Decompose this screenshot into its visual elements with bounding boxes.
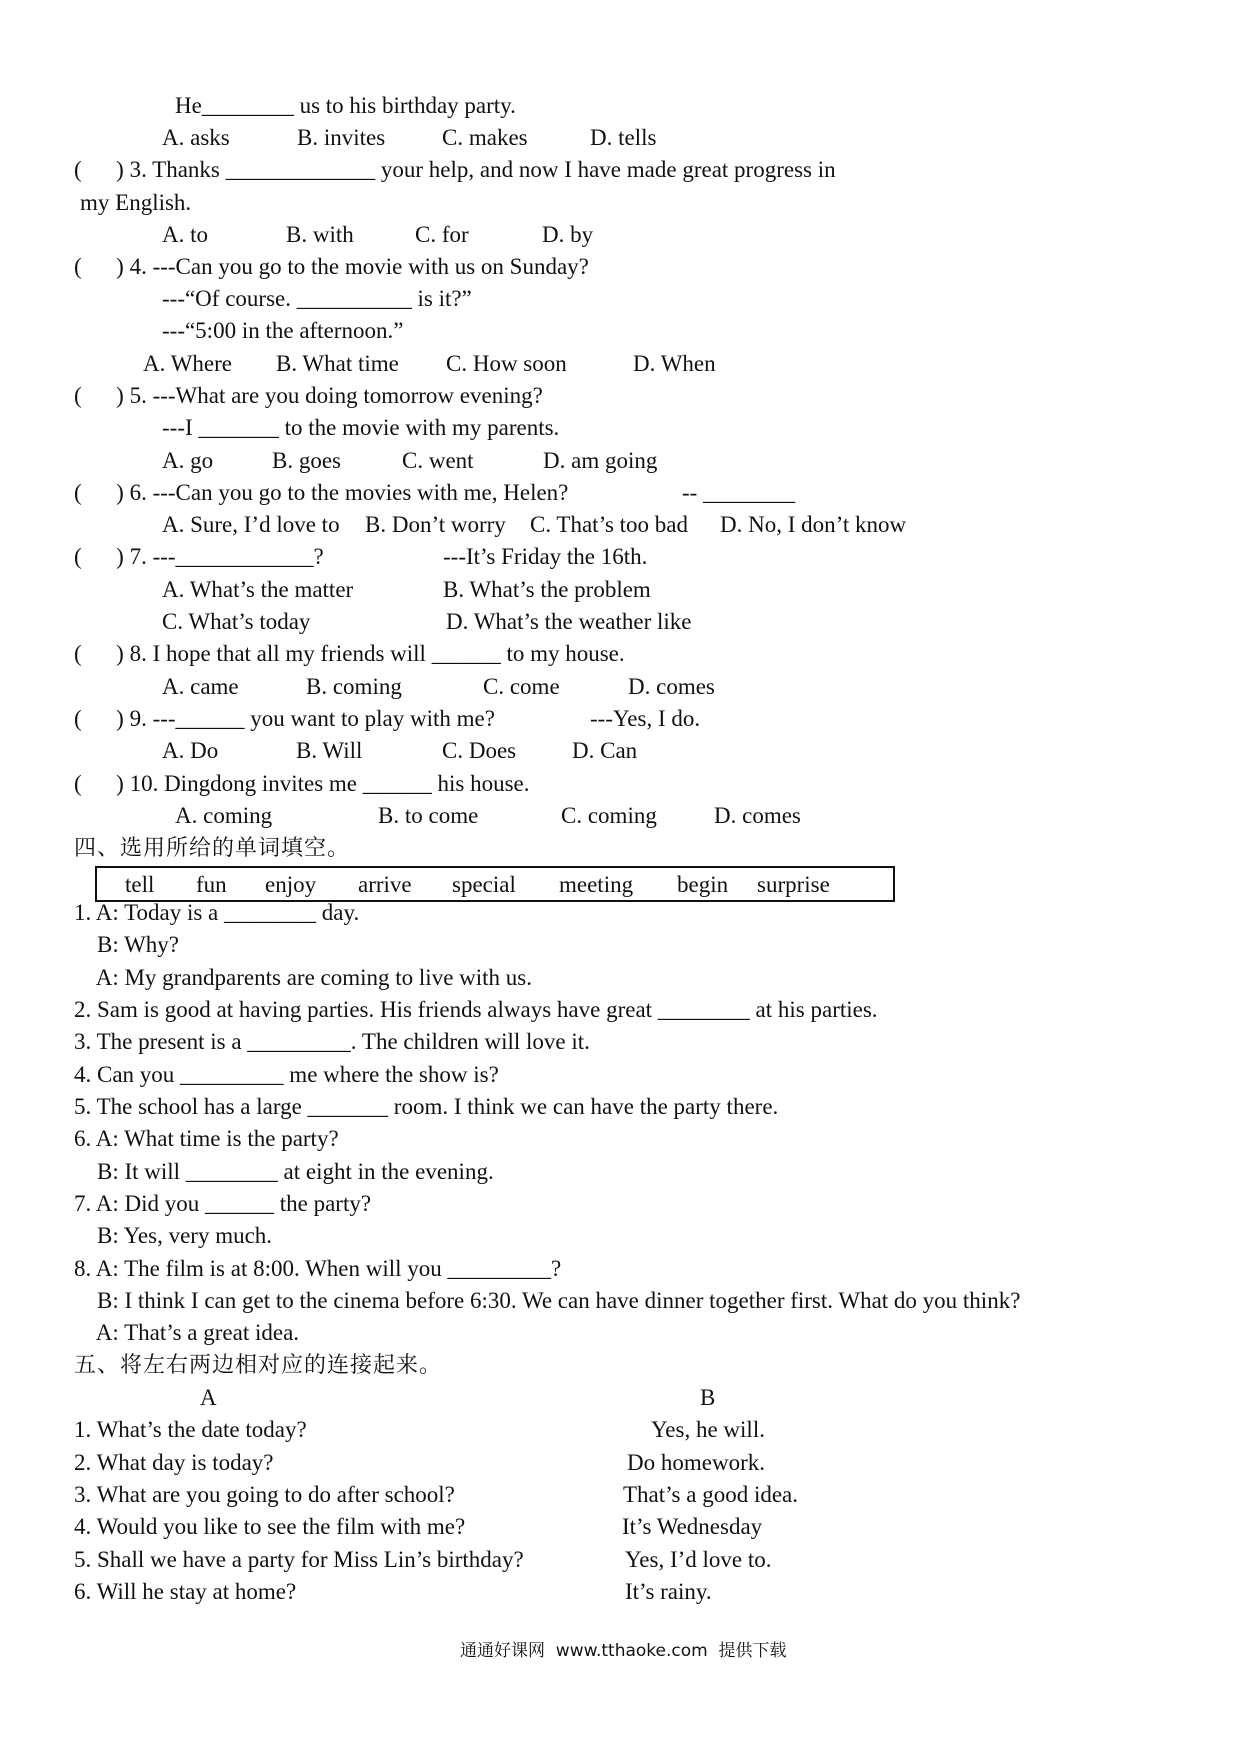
match-right-item: Yes, I’d love to. <box>625 1547 772 1572</box>
word-bank-word: tell <box>125 872 155 897</box>
match-right-item: That’s a good idea. <box>623 1482 799 1507</box>
page-footer: 通通好课网 www.tthaoke.com 提供下载 <box>460 1641 787 1661</box>
q6-option-d: D. No, I don’t know <box>720 512 907 537</box>
q7-option-b: B. What’s the problem <box>443 577 651 602</box>
q2-option-d: D. tells <box>590 125 657 150</box>
q7-line1: ( ) 7. ---____________? <box>74 544 324 569</box>
q4-option-c: C. How soon <box>446 351 567 376</box>
match-left-item: 5. Shall we have a party for Miss Lin’s birthday? <box>74 1547 524 1572</box>
q7-reply: ---It’s Friday the 16th. <box>443 544 648 569</box>
s4-line: 1. A: Today is a ________ day. <box>74 900 360 925</box>
section4-heading: 四、选用所给的单词填空。 <box>74 836 351 861</box>
q5-line2: ---I _______ to the movie with my parents. <box>162 415 560 440</box>
q4-line2: ---“Of course. __________ is it?” <box>162 286 472 311</box>
q8-option-c: C. come <box>483 674 560 699</box>
column-b-label: B <box>700 1385 716 1410</box>
word-bank-word: special <box>452 872 516 897</box>
q7-option-c: C. What’s today <box>162 609 311 634</box>
s4-line: 4. Can you _________ me where the show is? <box>74 1062 499 1087</box>
q3-line1: ( ) 3. Thanks _____________ your help, and now I have made great progress in <box>74 157 836 182</box>
q3-line2: my English. <box>80 190 192 215</box>
q8-option-b: B. coming <box>306 674 402 699</box>
q9-reply: ---Yes, I do. <box>590 706 701 731</box>
q9-option-d: D. Can <box>572 738 638 763</box>
s4-line: A: My grandparents are coming to live with us. <box>74 965 533 990</box>
q5-option-c: C. went <box>402 448 474 473</box>
q10-line1: ( ) 10. Dingdong invites me ______ his house. <box>74 771 530 796</box>
q8-option-a: A. came <box>162 674 239 699</box>
word-bank-box <box>95 866 895 902</box>
match-left-item: 2. What day is today? <box>74 1450 274 1475</box>
q8-line1: ( ) 8. I hope that all my friends will ______ to my house. <box>74 641 625 666</box>
q9-option-b: B. Will <box>296 738 363 763</box>
q9-line1: ( ) 9. ---______ you want to play with me? <box>74 706 495 731</box>
word-bank-word: meeting <box>559 872 634 897</box>
q7-option-d: D. What’s the weather like <box>446 609 692 634</box>
q10-option-a: A. coming <box>175 803 273 828</box>
q4-line3: ---“5:00 in the afternoon.” <box>162 318 404 343</box>
q6-option-c: C. That’s too bad <box>530 512 689 537</box>
q4-option-b: B. What time <box>276 351 399 376</box>
q2-stem: He________ us to his birthday party. <box>175 93 516 118</box>
s4-line: 5. The school has a large _______ room. I think we can have the party there. <box>74 1094 779 1119</box>
q5-option-a: A. go <box>162 448 214 473</box>
word-bank-word: enjoy <box>265 872 317 897</box>
q3-option-b: B. with <box>286 222 354 247</box>
match-right-item: It’s rainy. <box>625 1579 712 1604</box>
section5-heading: 五、将左右两边相对应的连接起来。 <box>74 1353 443 1378</box>
s4-line: B: It will ________ at eight in the evening. <box>74 1159 494 1184</box>
q8-option-d: D. comes <box>628 674 715 699</box>
q6-reply: -- ________ <box>682 480 796 505</box>
q6-option-a: A. Sure, I’d love to <box>162 512 340 537</box>
q7-option-a: A. What’s the matter <box>162 577 354 602</box>
q2-option-b: B. invites <box>297 125 386 150</box>
q9-option-c: C. Does <box>442 738 517 763</box>
q5-option-d: D. am going <box>543 448 658 473</box>
match-left-item: 1. What’s the date today? <box>74 1417 307 1442</box>
word-bank-word: arrive <box>358 872 412 897</box>
q3-option-c: C. for <box>415 222 469 247</box>
column-a-label: A <box>200 1385 217 1410</box>
q5-option-b: B. goes <box>272 448 341 473</box>
match-right-item: Do homework. <box>627 1450 765 1475</box>
s4-line: B: Why? <box>74 932 179 957</box>
q6-option-b: B. Don’t worry <box>365 512 506 537</box>
q3-option-d: D. by <box>542 222 594 247</box>
q5-line1: ( ) 5. ---What are you doing tomorrow evening? <box>74 383 543 408</box>
match-left-item: 4. Would you like to see the film with me? <box>74 1514 466 1539</box>
s4-line: B: Yes, very much. <box>74 1223 273 1248</box>
s4-line: 7. A: Did you ______ the party? <box>74 1191 372 1216</box>
s4-line: 8. A: The film is at 8:00. When will you _________? <box>74 1256 562 1281</box>
s4-line: 6. A: What time is the party? <box>74 1126 339 1151</box>
q2-option-a: A. asks <box>162 125 230 150</box>
q3-option-a: A. to <box>162 222 208 247</box>
s4-line: A: That’s a great idea. <box>74 1320 300 1345</box>
match-left-item: 3. What are you going to do after school? <box>74 1482 455 1507</box>
match-right-item: Yes, he will. <box>651 1417 765 1442</box>
q10-option-c: C. coming <box>561 803 657 828</box>
s4-line: 3. The present is a _________. The children will love it. <box>74 1029 590 1054</box>
q10-option-b: B. to come <box>378 803 479 828</box>
word-bank-word: fun <box>196 872 227 897</box>
q10-option-d: D. comes <box>714 803 801 828</box>
s4-line: B: I think I can get to the cinema before 6:30. We can have dinner together first. What do you think? <box>74 1288 1021 1313</box>
q2-option-c: C. makes <box>442 125 528 150</box>
word-bank-word: surprise <box>757 872 830 897</box>
q4-option-a: A. Where <box>143 351 232 376</box>
match-right-item: It’s Wednesday <box>622 1514 763 1539</box>
word-bank-word: begin <box>677 872 729 897</box>
s4-line: 2. Sam is good at having parties. His friends always have great ________ at his parties. <box>74 997 878 1022</box>
q4-option-d: D. When <box>633 351 716 376</box>
q6-line1: ( ) 6. ---Can you go to the movies with me, Helen? <box>74 480 569 505</box>
q9-option-a: A. Do <box>162 738 219 763</box>
q4-line1: ( ) 4. ---Can you go to the movie with us on Sunday? <box>74 254 589 279</box>
match-left-item: 6. Will he stay at home? <box>74 1579 297 1604</box>
